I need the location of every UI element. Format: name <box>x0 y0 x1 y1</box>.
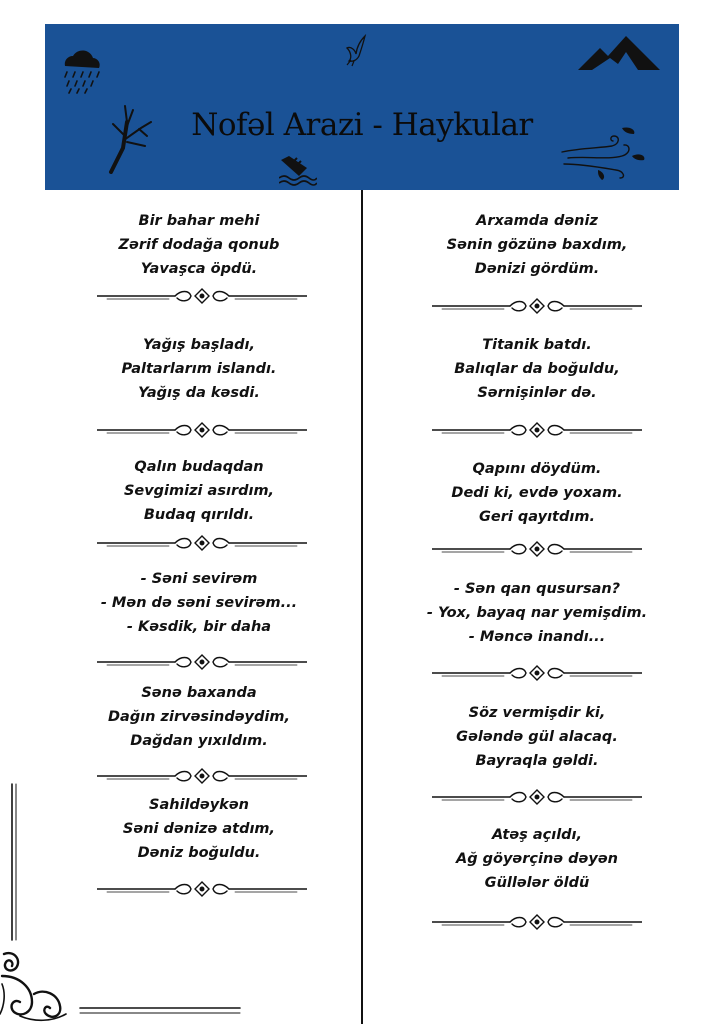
haiku-line: Gələndə gül alacaq. <box>456 729 618 745</box>
haiku-line: Zərif dodağa qonub <box>118 237 280 253</box>
haiku-left-5 <box>54 681 344 753</box>
ornament-divider <box>432 298 642 314</box>
haiku-line: Bayraqla gəldi. <box>475 753 599 769</box>
haiku-right-2 <box>392 333 682 405</box>
haiku-right-3 <box>392 457 682 529</box>
haiku-line: - Sən qan qusursan? <box>453 581 621 597</box>
ornament-divider <box>432 665 642 681</box>
rain-cloud-icon <box>57 44 107 94</box>
haiku-line: Səni dənizə atdım, <box>122 821 276 837</box>
haiku-line: Bir bahar mehi <box>138 213 260 229</box>
haiku-line: Qalın budaqdan <box>134 459 264 475</box>
haiku-left-4 <box>54 567 344 639</box>
haiku-line: Sərnişinlər də. <box>477 385 597 401</box>
haiku-line: - Səni sevirəm <box>140 571 258 587</box>
ornament-divider <box>432 541 642 557</box>
haiku-line: Yağış da kəsdi. <box>138 385 260 401</box>
haiku-line: Atəş açıldı, <box>491 827 583 843</box>
haiku-line: Balıqlar da boğuldu, <box>454 361 620 377</box>
sinking-ship-icon <box>279 156 317 186</box>
ornament-divider <box>432 789 642 805</box>
haiku-left-2 <box>54 333 344 405</box>
ornament-divider <box>432 914 642 930</box>
haiku-line: Ağ göyərçinə dəyən <box>455 851 619 867</box>
haiku-line: Paltarlarım islandı. <box>121 361 277 377</box>
ornament-divider <box>97 654 307 670</box>
haiku-right-6 <box>392 823 682 895</box>
haiku-line: Söz vermişdir ki, <box>468 705 606 721</box>
haiku-line: - Yox, bayaq nar yemişdim. <box>426 605 648 621</box>
haiku-right-4 <box>392 577 682 649</box>
haiku-line: - Mən də səni sevirəm... <box>100 595 298 611</box>
haiku-line: Geri qayıtdım. <box>479 509 595 525</box>
haiku-line: Budaq qırıldı. <box>143 507 255 523</box>
ornament-divider <box>97 535 307 551</box>
haiku-line: Yağış başladı, <box>143 337 255 353</box>
haiku-line: Titanik batdı. <box>482 337 592 353</box>
haiku-line: Qapını döydüm. <box>472 461 602 477</box>
haiku-line: Dağdan yıxıldım. <box>130 733 268 749</box>
haiku-line: - Məncə inandı... <box>468 629 606 645</box>
haiku-line: - Kəsdik, bir daha <box>126 619 272 635</box>
header-banner <box>45 24 679 190</box>
wind-leaves-icon <box>560 126 646 180</box>
haiku-left-3 <box>54 455 344 527</box>
haiku-line: Dənizi gördüm. <box>474 261 600 277</box>
haiku-right-1 <box>392 209 682 281</box>
haiku-line: Güllələr öldü <box>484 875 590 891</box>
haiku-line: Sənin gözünə baxdım, <box>446 237 628 253</box>
bird-icon <box>343 34 369 68</box>
haiku-line: Dedi ki, evdə yoxam. <box>451 485 623 501</box>
haiku-left-1 <box>54 209 344 281</box>
haiku-line: Yavaşca öpdü. <box>140 261 258 277</box>
haiku-line: Sevgimizi asırdım, <box>123 483 275 499</box>
haiku-line: Dəniz boğuldu. <box>137 845 261 861</box>
column-divider <box>361 190 363 1024</box>
mountains-icon <box>578 34 660 74</box>
ornament-divider <box>97 288 307 304</box>
bare-tree-icon <box>103 102 155 174</box>
haiku-line: Dağın zirvəsindəydim, <box>108 709 290 725</box>
corner-ornament <box>0 780 245 1024</box>
haiku-line: Arxamda dəniz <box>476 213 598 229</box>
ornament-divider <box>97 422 307 438</box>
haiku-line: Sənə baxanda <box>141 685 257 701</box>
haiku-line: Sahildəykən <box>149 797 249 813</box>
page-title: Nofəl Arazi - Haykular <box>191 107 533 143</box>
haiku-right-5 <box>392 701 682 773</box>
ornament-divider <box>432 422 642 438</box>
